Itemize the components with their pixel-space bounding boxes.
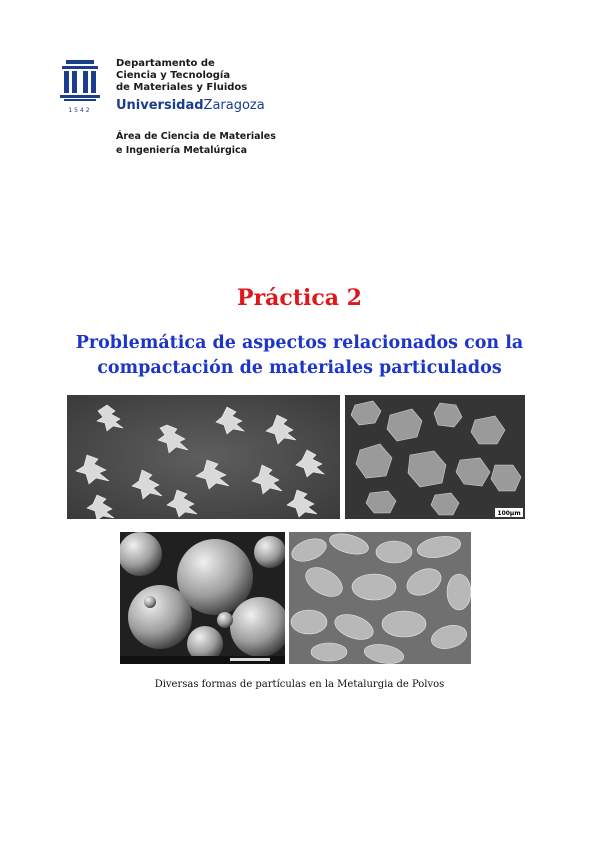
- university-emblem-icon: [58, 58, 102, 116]
- department-line: Ciencia y Tecnología: [116, 70, 231, 81]
- page-subtitle: [40, 331, 559, 381]
- sem-photo-flake-powder: [289, 532, 471, 664]
- university-name-bold: Universidad: [116, 98, 204, 113]
- scale-bar-label: 100μm: [497, 510, 521, 517]
- sem-photo-dendritic-powder: [67, 395, 340, 519]
- subtitle-line: compactación de materiales particulados: [97, 358, 502, 378]
- emblem-year: 1542: [68, 107, 92, 114]
- sem-photo-irregular-powder: [345, 395, 525, 519]
- department-line: Departamento de: [116, 58, 215, 69]
- area-line: e Ingeniería Metalúrgica: [116, 145, 248, 156]
- university-name-rest: Zaragoza: [203, 98, 265, 113]
- area-name: [116, 130, 276, 158]
- subtitle-line: Problemática de aspectos relacionados con la: [75, 333, 524, 353]
- university-name: [116, 98, 265, 113]
- department-line: de Materiales y Fluidos: [116, 82, 248, 93]
- department-name: [116, 58, 316, 94]
- page-title: Práctica 2: [237, 285, 362, 311]
- sem-photo-spherical-powder: [120, 532, 285, 664]
- figure-caption: Diversas formas de partículas en la Metalurgia de Polvos: [154, 679, 445, 690]
- area-line: Área de Ciencia de Materiales: [116, 131, 276, 142]
